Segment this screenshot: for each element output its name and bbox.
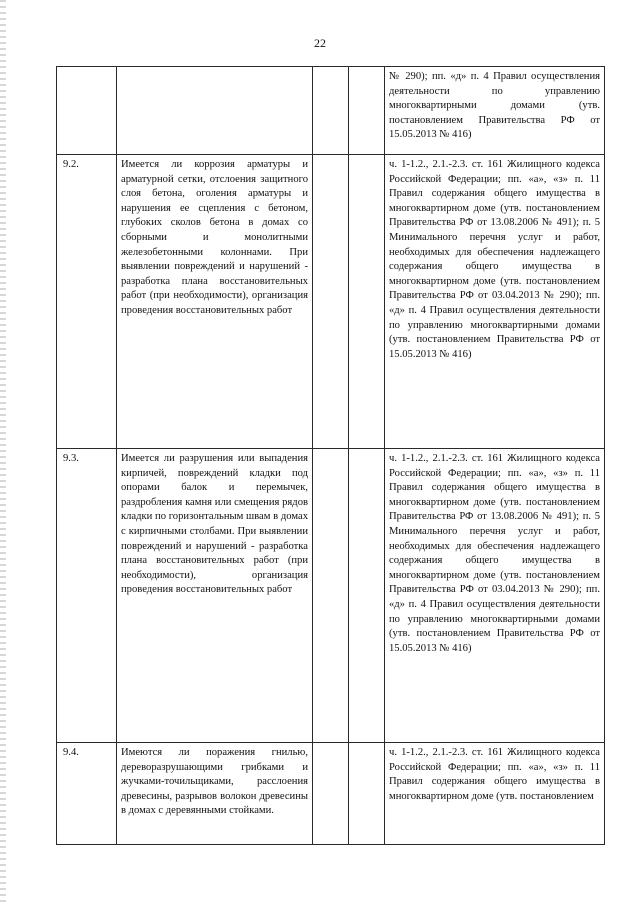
answer-no-cell <box>349 743 385 845</box>
item-number-cell <box>57 155 117 449</box>
question-cell <box>117 743 313 845</box>
reference-cell <box>385 743 605 845</box>
item-number-cell <box>57 449 117 743</box>
table-row <box>57 67 605 155</box>
reference-cell <box>385 67 605 155</box>
question-text: Имеются ли поражения гнилью, дереворазрушающими грибками и жучками-точильщиками, расслоения древесины, разрывов волокон древесины в домах с деревянными стойками. <box>121 747 308 817</box>
item-number: 9.4. <box>63 747 79 758</box>
answer-no-cell <box>349 67 385 155</box>
page-number: 22 <box>314 36 326 50</box>
item-number-cell <box>57 743 117 845</box>
answer-no-cell <box>349 449 385 743</box>
checklist-table <box>56 66 605 845</box>
question-text: Имеется ли разрушения или выпадения кирпичей, повреждений кладки под опорами балок и перемычек, раздробления камня или смещения рядов кладки по горизонтальным швам в домах с кирпичными столбами. При выявлении повреждений и нарушений - разработка плана восстановительных работ (при необходимости), организация проведения восстановительных работ <box>121 453 308 596</box>
reference-text: ч. 1-1.2., 2.1.-2.3. ст. 161 Жилищного кодекса Российской Федерации; пп. «а», «з» п. 11 Правил содержания общего имущества в многоквартирном доме (утв. постановлением <box>389 747 600 802</box>
table-row <box>57 743 605 845</box>
answer-yes-cell <box>313 155 349 449</box>
scan-edge-artifact <box>0 0 6 905</box>
answer-yes-cell <box>313 449 349 743</box>
answer-yes-cell <box>313 67 349 155</box>
reference-text: ч. 1-1.2., 2.1.-2.3. ст. 161 Жилищного кодекса Российской Федерации; пп. «а», «з» п. 11 Правил содержания общего имущества в многоквартирном доме (утв. постановлением Правительства РФ от 13.08.2006 № 491); п. 5 Минимального перечня услуг и работ, необходимых для обеспечения надлежащего содержания общего имущества в многоквартирном доме (утв. постановлением Правительства РФ от 03.04.2013 № 290); пп. «д» п. 4 Правил осуществления деятельности по управлению многоквартирными домами (утв. постановлением Правительства РФ от 15.05.2013 № 416) <box>389 159 600 360</box>
item-number: 9.3. <box>63 453 79 464</box>
reference-text: ч. 1-1.2., 2.1.-2.3. ст. 161 Жилищного кодекса Российской Федерации; пп. «а», «з» п. 11 Правил содержания общего имущества в многоквартирном доме (утв. постановлением Правительства РФ от 13.08.2006 № 491); п. 5 Минимального перечня услуг и работ, необходимых для обеспечения надлежащего содержания общего имущества в многоквартирном доме (утв. постановлением Правительства РФ от 03.04.2013 № 290); пп. «д» п. 4 Правил осуществления деятельности по управлению многоквартирными домами (утв. постановлением Правительства РФ от 15.05.2013 № 416) <box>389 453 600 654</box>
table-row <box>57 155 605 449</box>
reference-cell <box>385 155 605 449</box>
question-cell <box>117 449 313 743</box>
answer-no-cell <box>349 155 385 449</box>
table-row <box>57 449 605 743</box>
reference-text: № 290); пп. «д» п. 4 Правил осуществления деятельности по управлению многоквартирными домами (утв. постановлением Правительства РФ от 15.05.2013 № 416) <box>389 71 600 141</box>
question-text: Имеется ли коррозия арматуры и арматурной сетки, отслоения защитного слоя бетона, оголения арматуры и нарушения ее сцепления с бетоном, глубоких сколов бетона в домах со сборными и монолитными железобетонными колоннами. При выявлении повреждений и нарушений - разработка плана восстановительных работ (при необходимости), организация проведения восстановительных работ <box>121 159 308 316</box>
answer-yes-cell <box>313 743 349 845</box>
question-cell <box>117 155 313 449</box>
item-number: 9.2. <box>63 159 79 170</box>
reference-cell <box>385 449 605 743</box>
item-number-cell <box>57 67 117 155</box>
question-cell <box>117 67 313 155</box>
